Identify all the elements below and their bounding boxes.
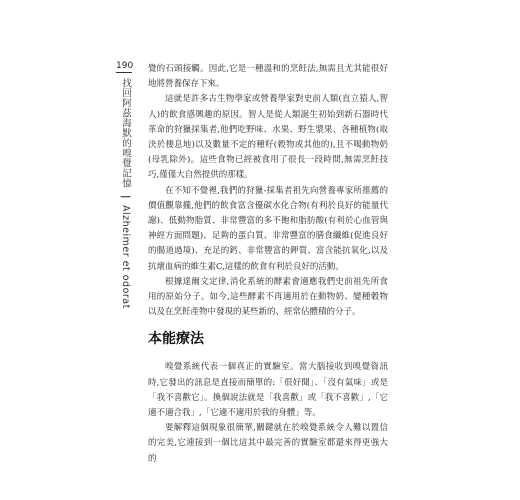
body-text [148, 62, 388, 467]
page-number: 190 [116, 61, 134, 71]
running-head-latin: Alzheimer et odorat [120, 205, 131, 309]
section-heading: 本能療法 [148, 331, 204, 348]
running-head [116, 78, 134, 309]
page-number-rule [116, 72, 132, 73]
running-head-separator: | [120, 194, 131, 199]
paragraph-5: 嗅覺系統代表一個真正的實驗室。當大腦接收到嗅覺資訊時,它發出的訊息是直接而簡單的:「很好聞」、「沒有氣味」或是「我不喜歡它」。換個說法就是「我喜歡」或「我不喜歡」,「它適不適合我」,「它適不適用於我的身體」等。 [148, 362, 388, 419]
running-head-title: 找回阿茲海默的嗅覺記憶 [120, 78, 131, 188]
paragraph-6: 要解釋這個現象很簡單,關鍵就在於嗅覺系統令人難以置信的完美,它連接到一個比這其中最完善的實驗室都還來得更強大的 [148, 423, 388, 464]
paragraph-3: 在不知不覺裡,我們的狩獵-採集者祖先向營養專家所推薦的價值觀靠攏,他們的飲食富含優碳水化合物(有利於良好的能量代謝)、低動物脂質、非常豐富的多不飽和脂肪酸(有利於心血管與神經方面問題)、足夠的蛋白質、非常豐富的膳食纖維(促進良好的腸道過境)、充足的鈣、非常豐富的鉀質、富含能抗氧化,以及抗壞血病的維生素C,這樣的飲食有利於良好的活動。 [148, 185, 388, 272]
paragraph-2: 這就是許多古生物學家或營養學家對史前人類(直立猿人,智人)的飲食感興趣的原因。智人是從人類誕生初始到新石器時代革命的狩獵採集者,他們吃野味、水果、野生漿果、各種植物(取決於棲息地)以及數量不定的種籽(穀物或其他的),且不喝動物奶(母乳除外)。這些食物已經被食用了很長一段時間,無需烹飪技巧,僅僅大自然提供的那樣。 [148, 94, 388, 181]
paragraph-4: 根據達爾文定律,消化系統的酵素會適應我們史前祖先所食用的原始分子。如今,這些酵素不再適用於在動物奶、變種穀物以及在烹飪產物中發現的某些新的、經常佔體積的分子。 [148, 276, 388, 318]
paragraph-1: 覺的石頭接觸。因此,它是一種溫和的烹飪法,無需且尤其能很好地將營養保存下來。 [148, 64, 388, 90]
